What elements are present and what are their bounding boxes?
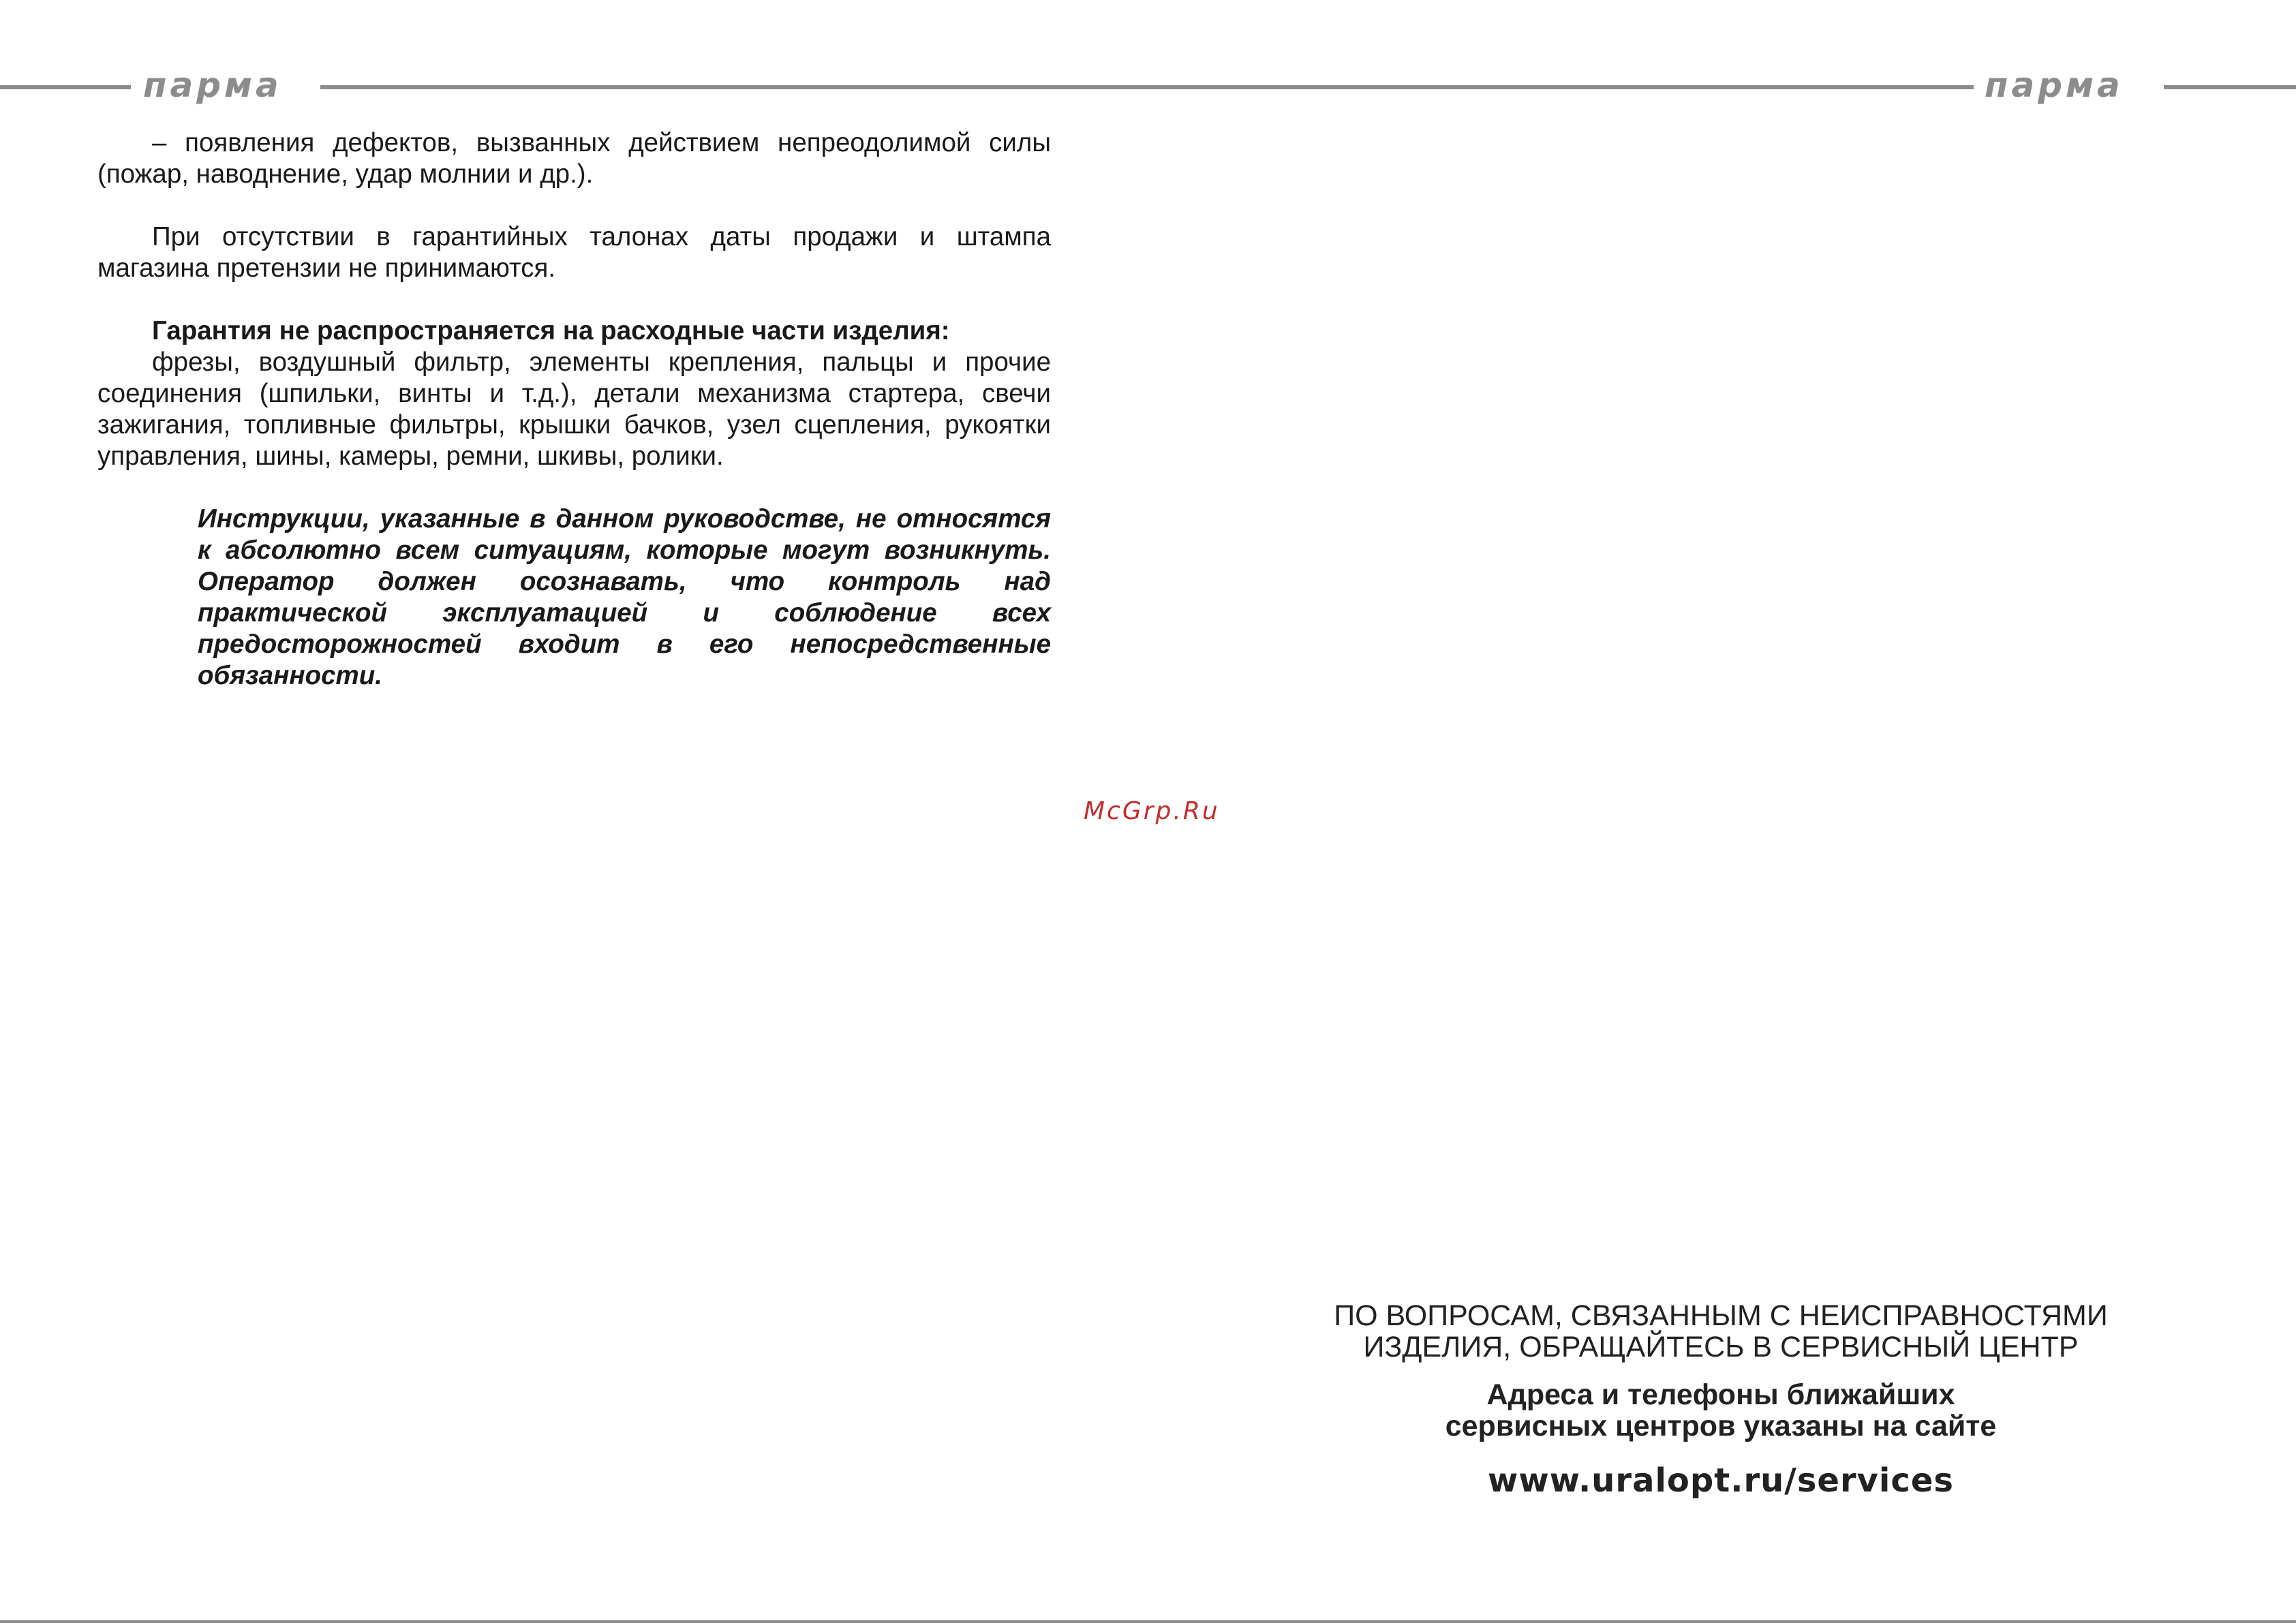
header-rule-left xyxy=(0,85,131,89)
service-url[interactable]: www.uralopt.ru/services xyxy=(1488,1462,1954,1500)
watermark: McGrp.Ru xyxy=(1084,797,1220,825)
service-line-1: ПО ВОПРОСАМ, СВЯЗАННЫМ С НЕИСПРАВНОСТЯМИ xyxy=(1334,1299,2108,1332)
header-rule-right xyxy=(2164,85,2296,89)
bottom-rule xyxy=(0,1620,2296,1623)
force-majeure-paragraph: – появления дефектов, вызванных действием непреодолимой силы (пожар, наводнение, удар молнии и др.). xyxy=(97,128,1051,189)
service-line-2: ИЗДЕЛИЯ, ОБРАЩАЙТЕСЬ В СЕРВИСНЫЙ ЦЕНТР xyxy=(1363,1331,2079,1363)
left-page-content xyxy=(97,127,1051,692)
service-notice xyxy=(1281,1300,2160,1363)
address-notice xyxy=(1281,1379,2160,1442)
operator-note: Инструкции, указанные в данном руководстве, не относятся к абсолютно всем ситуациям, которые могут возникнуть. Оператор должен осознавать, что контроль над практической эксплуатацией и соблюдение всех предосторожностей входит в его непосредственные обязанности. xyxy=(198,504,1051,690)
address-line-1: Адреса и телефоны ближайших xyxy=(1486,1378,1955,1411)
address-line-2: сервисных центров указаны на сайте xyxy=(1445,1410,1997,1442)
sale-date-paragraph: При отсутствии в гарантийных талонах даты продажи и штампа магазина претензии не принимаются. xyxy=(97,222,1051,283)
consumable-parts-paragraph: фрезы, воздушный фильтр, элементы крепления, пальцы и прочие соединения (шпильки, винты и т.д.), детали механизма стартера, свечи зажигания, топливные фильтры, крышки бачков, узел сцепления, рукоятки управления, шины, камеры, ремни, шкивы, ролики. xyxy=(97,347,1051,471)
brand-logo-left: парма xyxy=(143,65,282,105)
header-rule-middle xyxy=(320,85,1974,89)
brand-logo-right: парма xyxy=(1985,65,2124,105)
warranty-exclusion-heading: Гарантия не распространяется на расходные части изделия: xyxy=(152,316,950,345)
